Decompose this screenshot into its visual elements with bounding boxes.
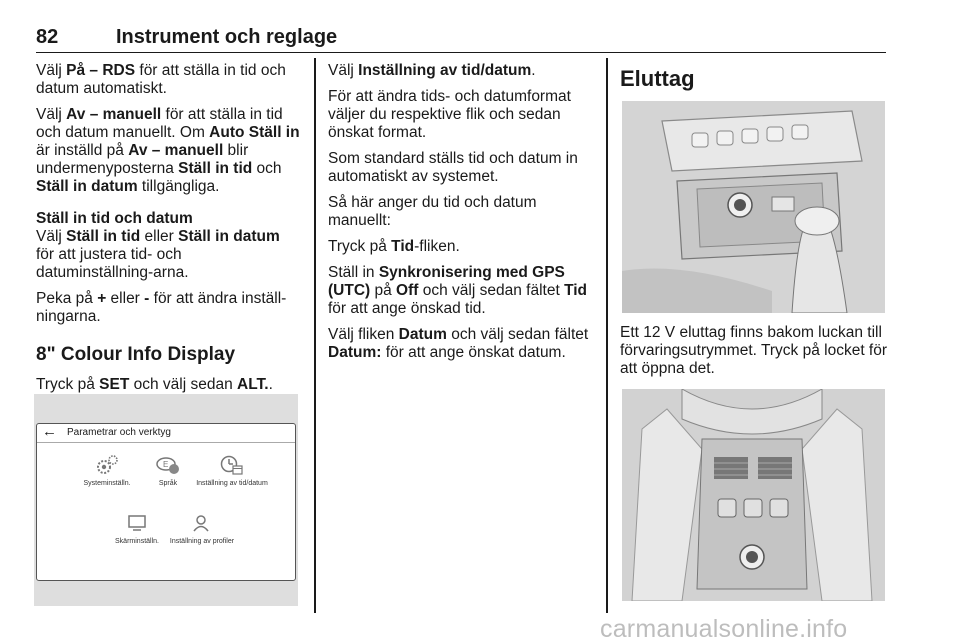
power-outlet-photo bbox=[622, 101, 885, 313]
paragraph: Välj Ställ in tid eller Ställ in datum för att justera tid- och datuminställning-arna. bbox=[36, 228, 280, 281]
column-divider bbox=[314, 58, 316, 613]
screen-title-bar bbox=[37, 424, 295, 443]
paragraph: Välj Av – manuell för att ställa in tid och datum manuellt. Om Auto Ställ in är inställd på Av – manuell blir undermenyposterna Ställ in tid och Ställ in datum tillgängliga. bbox=[36, 106, 300, 195]
column-1 bbox=[36, 62, 300, 402]
column-2 bbox=[328, 62, 598, 370]
svg-text:E: E bbox=[163, 460, 169, 469]
screen-title: Parametrar och verktyg bbox=[67, 427, 171, 438]
gears-icon bbox=[94, 454, 120, 476]
rear-console-photo bbox=[622, 389, 885, 601]
paragraph: Ett 12 V eluttag finns bakom luckan till förvaringsutrymmet. Tryck på locket för att öppna det. bbox=[620, 324, 888, 377]
clock-calendar-icon bbox=[219, 454, 245, 476]
page-title: Instrument och reglage bbox=[116, 26, 338, 48]
paragraph: Peka på + eller - för att ändra inställ-ningarna. bbox=[36, 290, 287, 325]
paragraph: Välj fliken Datum och välj sedan fältet Datum: för att ange önskat datum. bbox=[328, 326, 589, 361]
back-arrow-icon[interactable]: ← bbox=[42, 423, 57, 440]
language-icon bbox=[155, 454, 181, 476]
paragraph: Tryck på Tid-fliken. bbox=[328, 238, 460, 255]
page-header bbox=[36, 22, 886, 53]
section-heading: Eluttag bbox=[620, 66, 695, 91]
display-illustration bbox=[34, 394, 298, 606]
rear-console-illustration bbox=[622, 389, 885, 601]
column-3 bbox=[620, 62, 888, 102]
column-divider bbox=[606, 58, 608, 613]
paragraph: Så här anger du tid och datum manuellt: bbox=[328, 194, 537, 229]
tile-system-settings[interactable]: Systeminställn. bbox=[77, 454, 137, 487]
paragraph: Ställ in Synkronisering med GPS (UTC) på Off och välj sedan fältet Tid för att ange önskad tid. bbox=[328, 264, 588, 317]
paragraph: Välj Inställning av tid/datum. bbox=[328, 62, 536, 79]
section-heading: 8" Colour Info Display bbox=[36, 344, 236, 365]
paragraph: Välj På – RDS för att ställa in tid och datum automatiskt. bbox=[36, 62, 286, 97]
paragraph: Som standard ställs tid och datum in automatiskt av systemet. bbox=[328, 150, 578, 185]
profile-icon bbox=[189, 512, 215, 534]
screen-icon bbox=[124, 512, 150, 534]
paragraph: För att ändra tids- och datumformat väljer du respektive flik och sedan önskat format. bbox=[328, 88, 571, 141]
display-screen bbox=[36, 423, 296, 581]
watermark: carmanualsonline.info bbox=[600, 615, 848, 643]
subheading: Ställ in tid och datum bbox=[36, 210, 193, 227]
tile-profile-settings[interactable]: Inställning av profiler bbox=[165, 512, 239, 545]
console-illustration bbox=[622, 101, 885, 313]
tile-language[interactable]: E Språk bbox=[143, 454, 193, 487]
tile-time-date[interactable]: Inställning av tid/datum bbox=[193, 454, 271, 487]
page-number: 82 bbox=[36, 26, 59, 48]
paragraph: Tryck på SET och välj sedan ALT.. bbox=[36, 376, 273, 393]
tile-screen-settings[interactable]: Skärminställn. bbox=[107, 512, 167, 545]
column-3-text bbox=[620, 324, 890, 386]
